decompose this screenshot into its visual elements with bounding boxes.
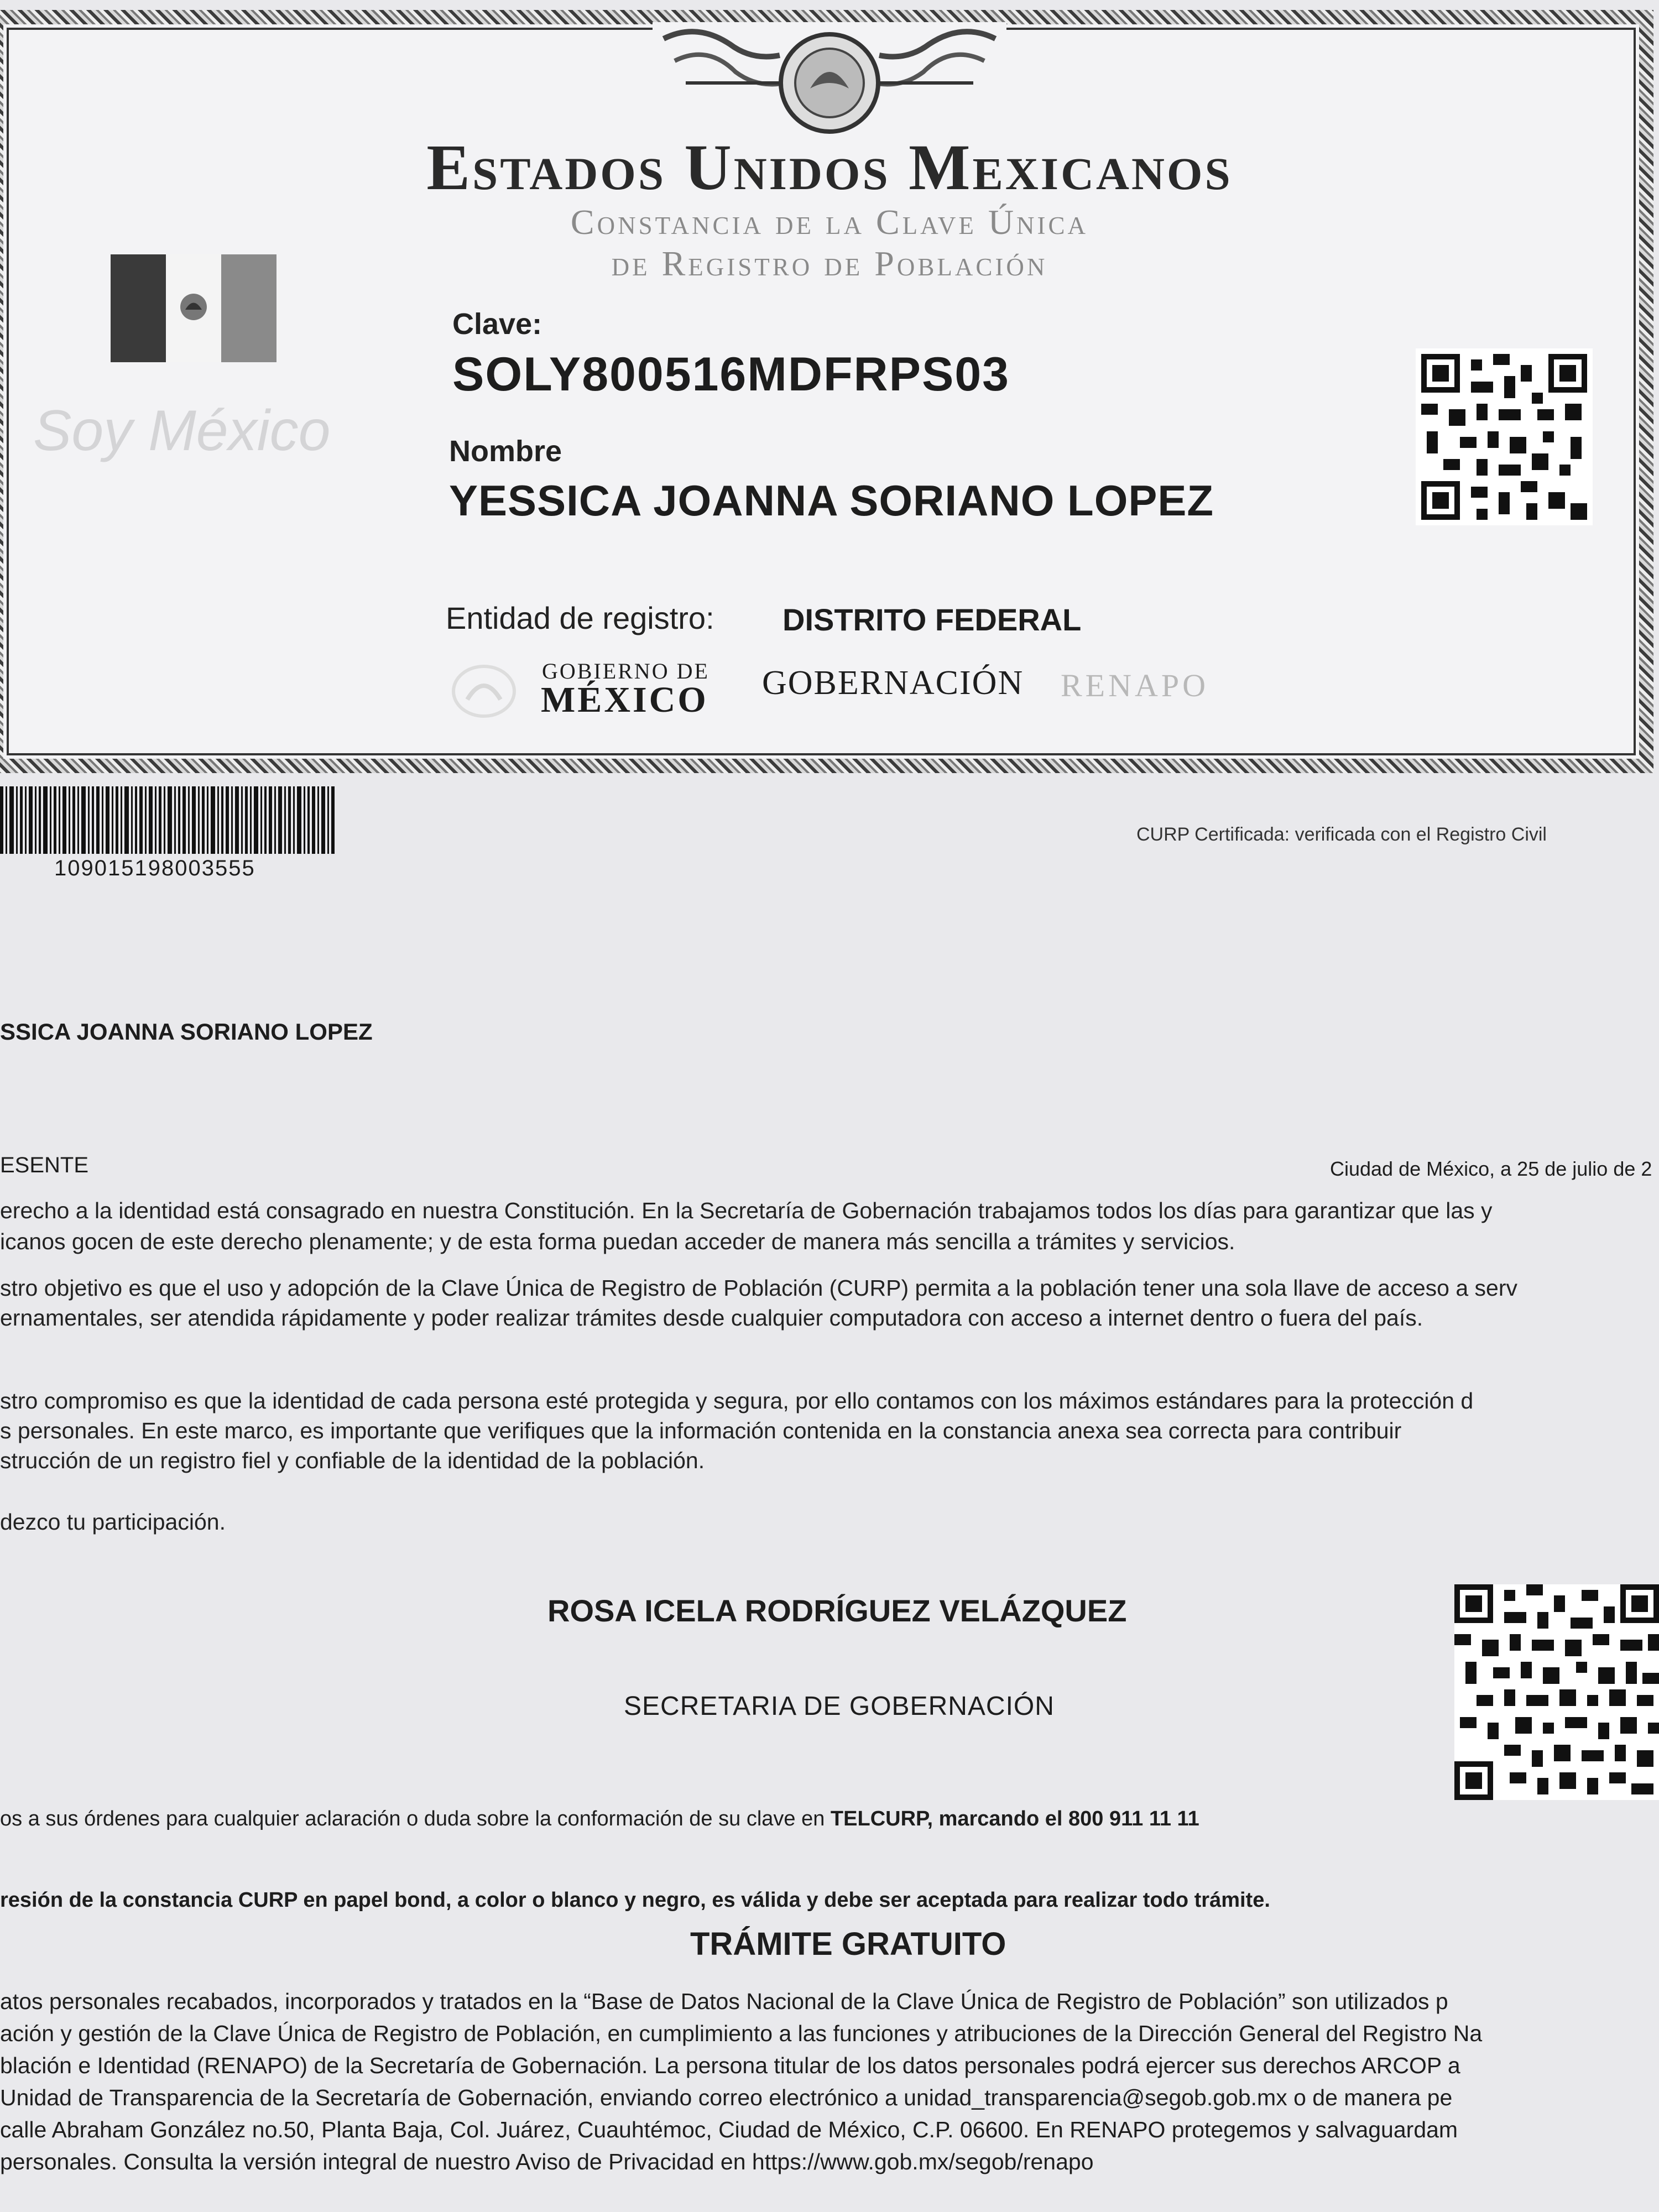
letter-paragraph-line: erecho a la identidad está consagrado en nuestra Constitución. En la Secretaría de Gobernación trabajamos todos los días para garantizar que las y bbox=[0, 1198, 1493, 1223]
letter-paragraph-line: s personales. En este marco, es importante que verifiques que la información contenida en la constancia anexa sea correcta para contribuir bbox=[0, 1418, 1402, 1443]
letter-paragraph-line: stro objetivo es que el uso y adopción de la Clave Única de Registro de Población (CURP) permita a la población tener una sola llave de acceso a serv bbox=[0, 1275, 1517, 1301]
letter-greeting: ESENTE bbox=[0, 1153, 89, 1177]
gobierno-logo-line2: MÉXICO bbox=[541, 680, 708, 720]
bond-paper-notice: resión de la constancia CURP en papel bond, a color o blanco y negro, es válida y debe ser aceptada para realizar todo trámite. bbox=[0, 1888, 1270, 1912]
barcode-number: 109015198003555 bbox=[54, 856, 255, 880]
telcurp-notice bbox=[0, 1807, 1199, 1831]
free-procedure-label: TRÁMITE GRATUITO bbox=[690, 1926, 1006, 1962]
certificate-subtitle-line2: de Registro de Población bbox=[611, 244, 1048, 283]
barcode-icon bbox=[0, 786, 335, 854]
gobernacion-logo: GOBERNACIÓN bbox=[762, 664, 1024, 702]
soy-mexico-watermark: Soy México bbox=[33, 399, 331, 463]
signer-name: ROSA ICELA RODRÍGUEZ VELÁZQUEZ bbox=[547, 1593, 1127, 1628]
letter-paragraph-line: dezco tu participación. bbox=[0, 1509, 226, 1535]
eagle-seal-icon bbox=[653, 22, 1006, 138]
telcurp-text: os a sus órdenes para cualquier aclaración o duda sobre la conformación de su clave en bbox=[0, 1807, 831, 1830]
country-title: Estados Unidos Mexicanos bbox=[426, 131, 1233, 204]
nombre-label: Nombre bbox=[449, 435, 562, 468]
gobierno-logo-line1: GOBIERNO DE bbox=[542, 659, 709, 684]
qr-code-icon bbox=[1416, 348, 1593, 525]
nombre-value: YESSICA JOANNA SORIANO LOPEZ bbox=[449, 476, 1214, 525]
entidad-label: Entidad de registro: bbox=[446, 601, 714, 635]
renapo-logo: RENAPO bbox=[1061, 667, 1209, 703]
privacy-line: calle Abraham González no.50, Planta Baja, Col. Juárez, Cuauhtémoc, Ciudad de México, C.P. 06600. En RENAPO protegemos y salvaguardam bbox=[0, 2117, 1458, 2142]
privacy-notice bbox=[0, 1985, 1482, 2178]
letter-paragraph-line: strucción de un registro fiel y confiable de la identidad de la población. bbox=[0, 1448, 705, 1473]
letter-paragraph-line: ernamentales, ser atendida rápidamente y poder realizar trámites desde cualquier computadora con acceso a internet dentro o fuera del país. bbox=[0, 1305, 1423, 1331]
qr-code-icon bbox=[1454, 1584, 1659, 1800]
privacy-line: ación y gestión de la Clave Única de Registro de Población, en cumplimiento a las funciones y atribuciones de la Dirección General del Registro Na bbox=[0, 2021, 1483, 2046]
letter-paragraph-line: stro compromiso es que la identidad de cada persona esté protegida y segura, por ello contamos con los máximos estándares para la protección d bbox=[0, 1388, 1474, 1413]
curp-certified-note: CURP Certificada: verificada con el Registro Civil bbox=[1136, 824, 1547, 845]
letter-paragraph-line: icanos gocen de este derecho plenamente; y de esta forma puedan acceder de manera más sencilla a trámites y servicios. bbox=[0, 1229, 1235, 1254]
telcurp-phone: TELCURP, marcando el 800 911 11 11 bbox=[830, 1807, 1199, 1830]
clave-label: Clave: bbox=[452, 307, 542, 341]
privacy-line: atos personales recabados, incorporados y tratados en la “Base de Datos Nacional de la Clave Única de Registro de Población” son utilizados p bbox=[0, 1989, 1448, 2014]
privacy-line: personales. Consulta la versión integral de nuestro Aviso de Privacidad en https://www.gob.mx/segob/renapo bbox=[0, 2149, 1094, 2174]
entidad-value: DISTRITO FEDERAL bbox=[782, 602, 1082, 637]
privacy-line: blación e Identidad (RENAPO) de la Secretaría de Gobernación. La persona titular de los datos personales podrá ejercer sus derechos ARCOP a bbox=[0, 2053, 1460, 2078]
privacy-line: Unidad de Transparencia de la Secretaría de Gobernación, enviando correo electrónico a unidad_transparencia@segob.gob.mx o de manera pe bbox=[0, 2085, 1453, 2110]
signer-title: SECRETARIA DE GOBERNACIÓN bbox=[624, 1692, 1055, 1721]
gobierno-seal-icon bbox=[445, 661, 523, 722]
clave-value: SOLY800516MDFRPS03 bbox=[452, 348, 1010, 401]
mexico-flag-icon bbox=[111, 254, 276, 362]
letter-recipient: SSICA JOANNA SORIANO LOPEZ bbox=[0, 1019, 373, 1045]
certificate-subtitle-line1: Constancia de la Clave Única bbox=[570, 202, 1089, 242]
letter-date: Ciudad de México, a 25 de julio de 2 bbox=[1330, 1157, 1652, 1180]
